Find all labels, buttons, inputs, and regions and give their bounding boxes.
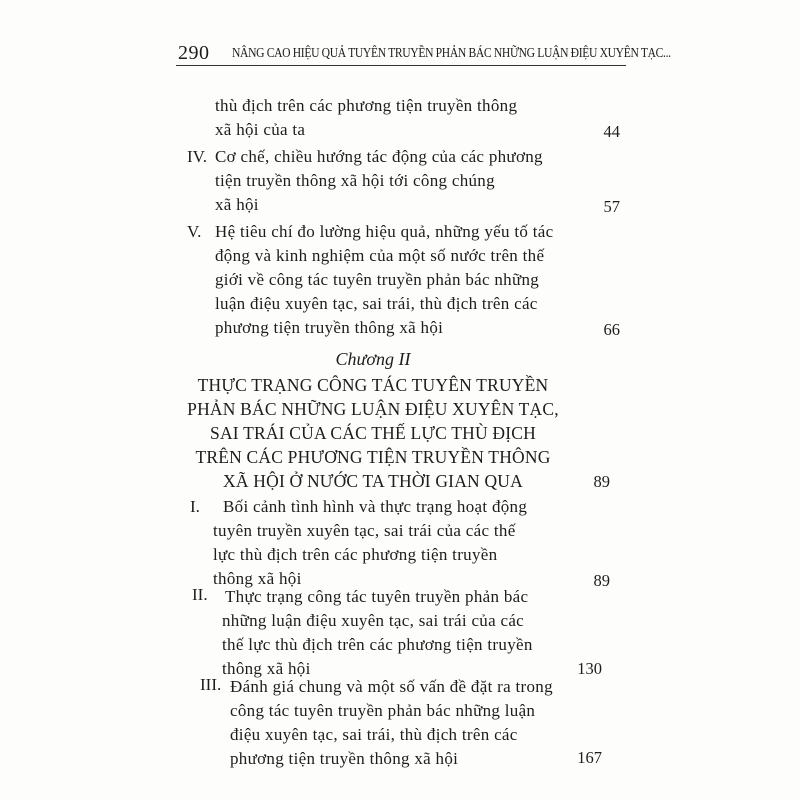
toc-entry-line: tiện truyền thông xã hội tới công chúng: [215, 171, 495, 190]
toc-entry-line: Bối cảnh tình hình và thực trạng hoạt động: [223, 497, 528, 516]
toc-page-ref: 167: [577, 748, 602, 767]
toc-entry-line: Hệ tiêu chí đo lường hiệu quả, những yếu tố tác: [215, 222, 554, 241]
toc-page-ref: 57: [603, 197, 620, 216]
running-header: [178, 38, 671, 68]
chapter-title-line: PHẢN BÁC NHỮNG LUẬN ĐIỆU XUYÊN TẠC,: [187, 399, 559, 419]
toc-entry-number: I.: [190, 497, 200, 516]
toc-page-ref: 89: [593, 472, 610, 491]
chapter-title-line: SAI TRÁI CỦA CÁC THẾ LỰC THÙ ĐỊCH: [210, 423, 536, 443]
toc-entry-line: thù địch trên các phương tiện truyền thông: [215, 96, 518, 115]
toc-entry-line: xã hội của ta: [215, 120, 306, 139]
toc-entry-line: những luận điệu xuyên tạc, sai trái của các: [222, 611, 525, 630]
toc-entry-line: phương tiện truyền thông xã hội: [215, 318, 444, 337]
toc-entry-line: Thực trạng công tác tuyên truyền phản bác: [225, 587, 529, 606]
toc-entry-line: điệu xuyên tạc, sai trái, thù địch trên các: [230, 725, 518, 744]
toc-entry-line: công tác tuyên truyền phản bác những luận: [230, 701, 536, 720]
header-rule: [176, 65, 626, 66]
toc-entry-line: thế lực thù địch trên các phương tiện truyền: [222, 635, 533, 654]
chapter-title-line: THỰC TRẠNG CÔNG TÁC TUYÊN TRUYỀN: [197, 375, 549, 395]
toc-entry-line: xã hội: [215, 195, 259, 214]
toc-page-ref: 66: [603, 320, 620, 339]
toc-entry-number: II.: [192, 585, 208, 604]
chapter-title-line: XÃ HỘI Ở NƯỚC TA THỜI GIAN QUA: [223, 471, 523, 491]
toc-entry-line: thông xã hội: [222, 659, 311, 678]
toc-entry-number: III.: [200, 675, 222, 694]
toc-entry-line: luận điệu xuyên tạc, sai trái, thù địch trên các: [215, 294, 538, 313]
toc-entry-number: IV.: [187, 147, 207, 166]
toc-entry-line: phương tiện truyền thông xã hội: [230, 749, 459, 768]
toc-entry-line: lực thù địch trên các phương tiện truyền: [213, 545, 498, 564]
page-number: 290: [178, 42, 210, 64]
toc-entry-number: V.: [187, 222, 202, 241]
running-title: NÂNG CAO HIỆU QUẢ TUYÊN TRUYỀN PHẢN BÁC NHỮNG LUẬN ĐIỆU XUYÊN TẠC...: [232, 45, 671, 60]
toc-page-ref: 89: [593, 571, 610, 590]
toc-entry-line: thông xã hội: [213, 569, 302, 588]
toc-entry-line: giới về công tác tuyên truyền phản bác những: [215, 270, 540, 289]
chapter-title-line: TRÊN CÁC PHƯƠNG TIỆN TRUYỀN THÔNG: [195, 447, 551, 467]
toc-page-ref: 44: [603, 122, 620, 141]
toc-page-ref: 130: [577, 659, 602, 678]
toc-entry-line: Đánh giá chung và một số vấn đề đặt ra trong: [230, 677, 553, 696]
toc-entry-line: Cơ chế, chiều hướng tác động của các phương: [215, 147, 543, 166]
chapter-label: Chương II: [335, 349, 411, 369]
toc-entry-line: tuyên truyền xuyên tạc, sai trái của các thế: [213, 521, 516, 540]
toc-entry-line: động và kinh nghiệm của một số nước trên thế: [215, 246, 545, 265]
